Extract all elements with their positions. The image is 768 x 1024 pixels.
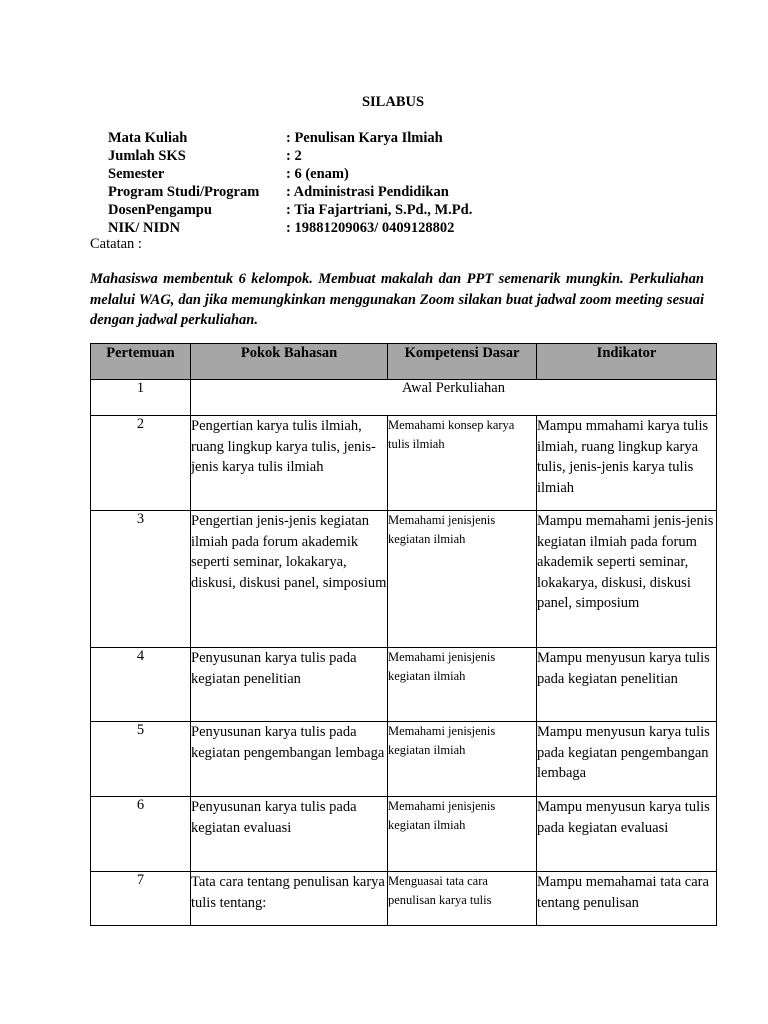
cell-kompetensi-dasar: Memahami konsep karya tulis ilmiah — [388, 416, 537, 511]
table-row — [91, 380, 717, 416]
cell-indikator: Mampu memahamai tata cara tentang penulisan — [537, 872, 717, 926]
cell-pertemuan: 5 — [91, 722, 191, 797]
header-kompetensi-dasar: Kompetensi Dasar — [388, 344, 537, 380]
table-row — [91, 648, 717, 722]
meta-row-jumlah-sks — [108, 147, 472, 165]
header-pertemuan: Pertemuan — [91, 344, 191, 380]
table-row — [91, 511, 717, 648]
cell-indikator: Mampu menyusun karya tulis pada kegiatan pengembangan lembaga — [537, 722, 717, 797]
cell-kompetensi-dasar: Memahami jenisjenis kegiatan ilmiah — [388, 722, 537, 797]
cell-pokok-bahasan: Tata cara tentang penulisan karya tulis tentang: — [191, 872, 388, 926]
cell-pokok-bahasan: Penyusunan karya tulis pada kegiatan evaluasi — [191, 797, 388, 872]
meta-label: Program Studi/Program — [108, 184, 260, 200]
cell-indikator: Mampu menyusun karya tulis pada kegiatan penelitian — [537, 648, 717, 722]
cell-indikator: Mampu memahami jenis-jenis kegiatan ilmiah pada forum akademik seperti seminar, lokakarya, diskusi, diskusi panel, simposium — [537, 511, 717, 648]
cell-pokok-bahasan: Penyusunan karya tulis pada kegiatan pengembangan lembaga — [191, 722, 388, 797]
cell-pertemuan: 7 — [91, 872, 191, 926]
cell-pokok-bahasan: Pengertian jenis-jenis kegiatan ilmiah pada forum akademik seperti seminar, lokakarya, diskusi, diskusi panel, simposium — [191, 511, 388, 648]
meta-label: DosenPengampu — [108, 202, 212, 218]
meta-row-mata-kuliah — [108, 129, 472, 147]
cell-awal-perkuliahan: Awal Perkuliahan — [191, 380, 717, 416]
meta-label: Semester — [108, 166, 165, 182]
page-title: SILABUS — [361, 94, 425, 110]
table-row — [91, 797, 717, 872]
meta-row-program-studi — [108, 183, 472, 201]
syllabus-table — [90, 343, 717, 926]
header-indikator: Indikator — [537, 344, 717, 380]
meta-label: Jumlah SKS — [108, 148, 186, 164]
cell-pertemuan: 2 — [91, 416, 191, 511]
cell-pokok-bahasan: Pengertian karya tulis ilmiah, ruang lingkup karya tulis, jenis-jenis karya tulis ilmiah — [191, 416, 388, 511]
meta-value: : Administrasi Pendidikan — [286, 184, 449, 200]
cell-pertemuan: 3 — [91, 511, 191, 648]
meta-value: : Penulisan Karya Ilmiah — [286, 130, 443, 146]
cell-kompetensi-dasar: Memahami jenisjenis kegiatan ilmiah — [388, 648, 537, 722]
cell-kompetensi-dasar: Menguasai tata cara penulisan karya tulis — [388, 872, 537, 926]
cell-pertemuan: 1 — [91, 380, 191, 416]
cell-indikator: Mampu menyusun karya tulis pada kegiatan evaluasi — [537, 797, 717, 872]
meta-row-nik-nidn — [108, 219, 472, 237]
table-row — [91, 872, 717, 926]
cell-pertemuan: 6 — [91, 797, 191, 872]
cell-pokok-bahasan: Penyusunan karya tulis pada kegiatan penelitian — [191, 648, 388, 722]
meta-value: : 19881209063/ 0409128802 — [286, 220, 455, 236]
cell-pertemuan: 4 — [91, 648, 191, 722]
meta-value: : 2 — [286, 148, 302, 164]
table-row — [91, 416, 717, 511]
table-header-row — [91, 344, 717, 380]
note-paragraph: Mahasiswa membentuk 6 kelompok. Membuat makalah dan PPT semenarik mungkin. Perkuliahan melalui WAG, dan jika memungkinkan menggunakan Zoom silakan buat jadwal zoom meeting sesuai dengan jadwal perkuliahan. — [90, 271, 704, 328]
meta-value: : 6 (enam) — [286, 166, 349, 182]
meta-row-semester — [108, 165, 472, 183]
catatan-label: Catatan : — [90, 236, 142, 252]
meta-label: NIK/ NIDN — [108, 220, 181, 236]
meta-value: : Tia Fajartriani, S.Pd., M.Pd. — [286, 202, 473, 218]
course-meta — [108, 129, 472, 237]
table-row — [91, 722, 717, 797]
cell-kompetensi-dasar: Memahami jenisjenis kegiatan ilmiah — [388, 511, 537, 648]
cell-indikator: Mampu mmahami karya tulis ilmiah, ruang lingkup karya tulis, jenis-jenis karya tulis ilmiah — [537, 416, 717, 511]
meta-label: Mata Kuliah — [108, 130, 188, 146]
header-pokok-bahasan: Pokok Bahasan — [191, 344, 388, 380]
meta-row-dosen — [108, 201, 472, 219]
cell-kompetensi-dasar: Memahami jenisjenis kegiatan ilmiah — [388, 797, 537, 872]
